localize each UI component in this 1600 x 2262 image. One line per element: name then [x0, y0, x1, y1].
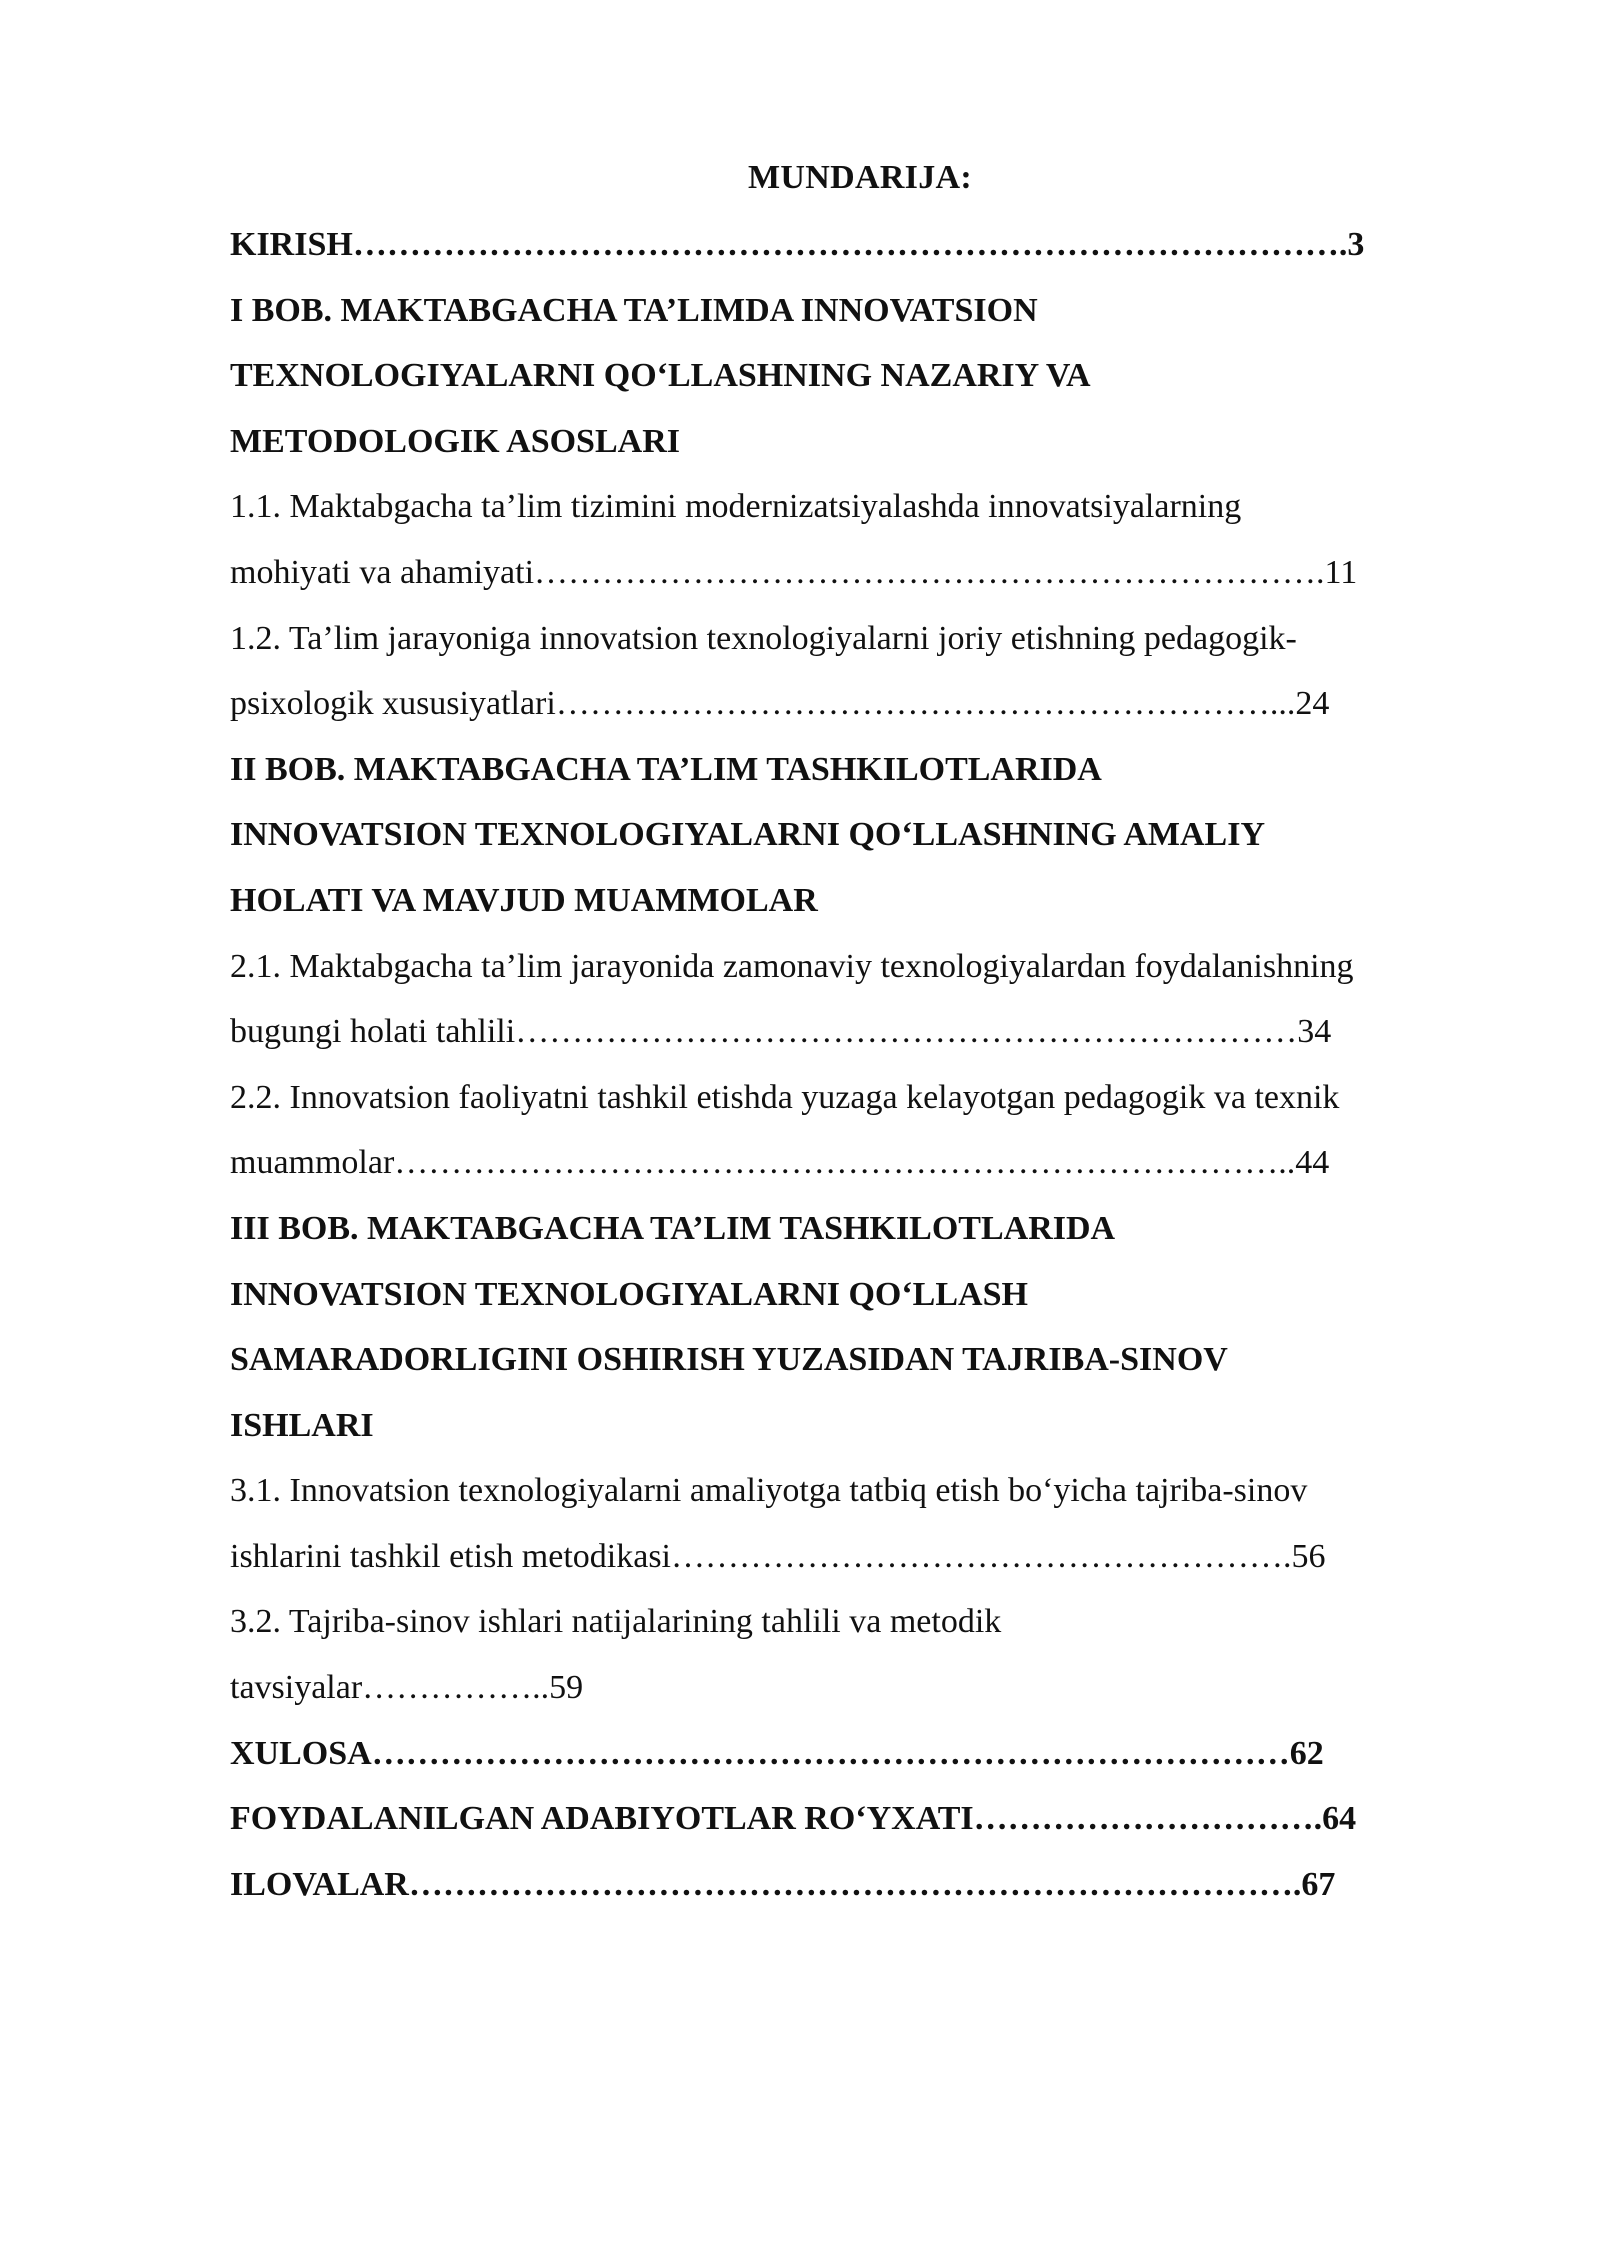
- page-title: MUNDARIJA:: [748, 159, 972, 196]
- toc-entry-adabiyotlar: FOYDALANILGAN ADABIYOTLAR RO‘YXATI………………………….64: [230, 1800, 1357, 1838]
- toc-section-2-1: bugungi holati tahlili……………………………………………………………34: [230, 1013, 1332, 1051]
- toc-chapter-2-heading: HOLATI VA MAVJUD MUAMMOLAR: [230, 881, 818, 919]
- toc-section-1-2: psixologik xususiyatlari………………………………………………………...24: [230, 685, 1330, 723]
- toc-entry-ilovalar: ILOVALAR…………………………………………………………………….67: [230, 1865, 1336, 1903]
- toc-chapter-3-heading: III BOB. MAKTABGACHA TA’LIM TASHKILOTLARIDA: [230, 1209, 1116, 1247]
- toc-section-3-1: 3.1. Innovatsion texnologiyalarni amaliyotga tatbiq etish bo‘yicha tajriba-sinov: [230, 1472, 1308, 1510]
- toc-section-1-2: 1.2. Ta’lim jarayoniga innovatsion texnologiyalarni joriy etishning pedagogik-: [230, 619, 1297, 657]
- toc-chapter-1-heading: METODOLOGIK ASOSLARI: [230, 422, 680, 460]
- toc-chapter-2-heading: II BOB. MAKTABGACHA TA’LIM TASHKILOTLARIDA: [230, 750, 1102, 788]
- toc-entry-xulosa: XULOSA………………………………………………………………………62: [230, 1734, 1324, 1772]
- toc-chapter-1-heading: TEXNOLOGIYALARNI QO‘LLASHNING NAZARIY VA: [230, 357, 1091, 395]
- toc-section-2-2: muammolar……………………………………………………………………..44: [230, 1144, 1330, 1182]
- toc-entry-kirish: KIRISH…………………………………………………………………………….3: [230, 226, 1365, 263]
- toc-section-1-1: 1.1. Maktabgacha ta’lim tizimini modernizatsiyalashda innovatsiyalarning: [230, 488, 1242, 526]
- toc-section-1-1: mohiyati va ahamiyati…………………………………………………………….11: [230, 553, 1358, 591]
- toc-chapter-3-heading: INNOVATSION TEXNOLOGIYALARNI QO‘LLASH: [230, 1275, 1028, 1313]
- toc-chapter-3-heading: SAMARADORLIGINI OSHIRISH YUZASIDAN TAJRIBA-SINOV: [230, 1341, 1228, 1379]
- toc-section-3-2: tavsiyalar……………..59: [230, 1669, 584, 1707]
- toc-section-2-2: 2.2. Innovatsion faoliyatni tashkil etishda yuzaga kelayotgan pedagogik va texnik: [230, 1078, 1340, 1116]
- toc-section-2-1: 2.1. Maktabgacha ta’lim jarayonida zamonaviy texnologiyalardan foydalanishning: [230, 947, 1354, 985]
- toc-chapter-1-heading: I BOB. MAKTABGACHA TA’LIMDA INNOVATSION: [230, 291, 1038, 329]
- table-of-contents: [230, 212, 1505, 1917]
- toc-section-3-1: ishlarini tashkil etish metodikasi……………………………………………….56: [230, 1537, 1326, 1575]
- toc-chapter-2-heading: INNOVATSION TEXNOLOGIYALARNI QO‘LLASHNING AMALIY: [230, 816, 1266, 854]
- toc-chapter-3-heading: ISHLARI: [230, 1406, 374, 1444]
- toc-section-3-2: 3.2. Tajriba-sinov ishlari natijalarining tahlili va metodik: [230, 1603, 1002, 1641]
